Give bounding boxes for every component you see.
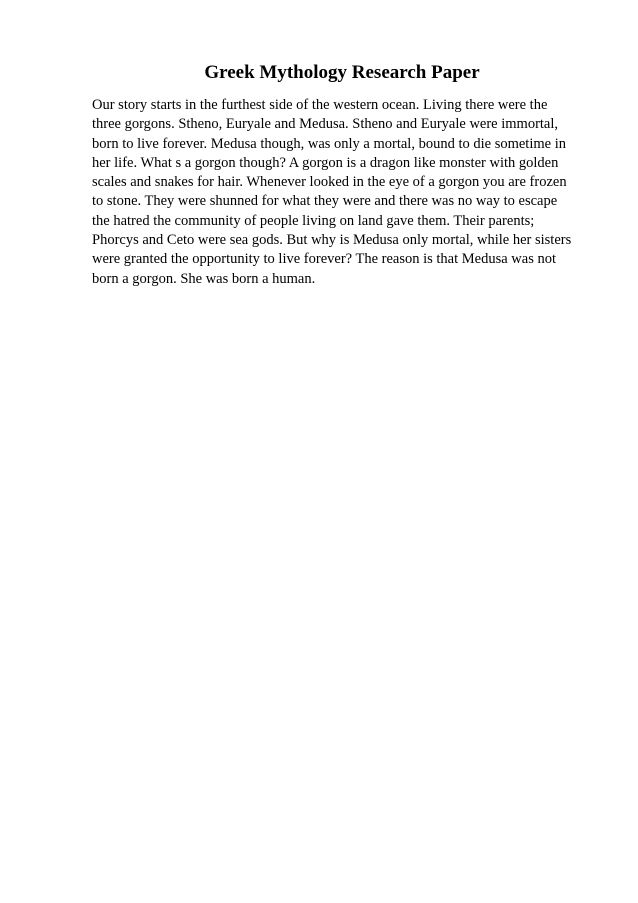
paragraph-line: Phorcys and Ceto were sea gods. But why is Medusa only mortal, while her sisters: [92, 232, 572, 249]
paragraph-line: born to live forever. Medusa though, was only a mortal, bound to die sometime in: [92, 135, 566, 152]
paragraph-line: born a gorgon. She was born a human.: [92, 270, 316, 287]
paragraph-line: three gorgons. Stheno, Euryale and Medusa. Stheno and Euryale were immortal,: [92, 116, 559, 133]
paragraph-line: were granted the opportunity to live forever? The reason is that Medusa was not: [92, 251, 556, 268]
paragraph-line: scales and snakes for hair. Whenever looked in the eye of a gorgon you are frozen: [92, 174, 567, 191]
document-title: Greek Mythology Research Paper: [204, 62, 480, 83]
paragraph-line: to stone. They were shunned for what they were and there was no way to escape: [92, 193, 558, 210]
paragraph-line: the hatred the community of people living on land gave them. Their parents;: [92, 212, 535, 229]
paragraph-line: Our story starts in the furthest side of the western ocean. Living there were the: [92, 97, 548, 113]
paragraph-line: her life. What s a gorgon though? A gorgon is a dragon like monster with golden: [92, 154, 559, 171]
body-paragraph: [92, 96, 582, 289]
